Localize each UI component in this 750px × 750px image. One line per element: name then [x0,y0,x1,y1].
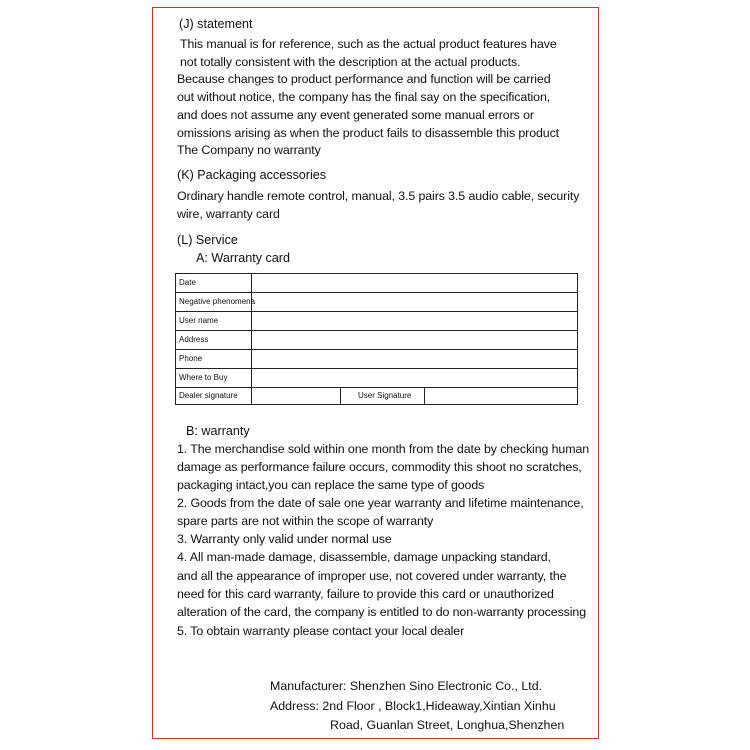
table-row-negative-phenomena [176,293,577,312]
table-row-date [176,274,577,293]
warranty-line: alteration of the card, the company is entitled to do non-warranty processing [177,605,586,619]
section-j-line: Because changes to product performance and function will be carried [177,72,551,86]
manufacturer-address: Address: 2nd Floor , Block1,Hideaway,Xintian Xinhu [270,699,556,713]
section-k-heading: (K) Packaging accessories [177,168,327,182]
table-row-phone [176,350,577,369]
warranty-line: damage as performance failure occurs, commodity this shoot no scratches, [177,460,582,474]
warranty-line: 1. The merchandise sold within one month from the date by checking human [177,442,590,456]
warranty-line: 5. To obtain warranty please contact your local dealer [177,624,465,638]
section-j-line: not totally consistent with the description at the actual products. [180,55,521,69]
warranty-line: 2. Goods from the date of sale one year warranty and lifetime maintenance, [177,496,584,510]
section-k-line: Ordinary handle remote control, manual, 3.5 pairs 3.5 audio cable, security [177,189,580,203]
warranty-card-subheading: A: Warranty card [196,251,291,265]
warranty-line: spare parts are not within the scope of warranty [177,514,434,528]
warranty-card-table [175,273,578,405]
table-row-where-to-buy [176,369,577,388]
table-divider [340,388,341,404]
section-k-line: wire, warranty card [177,207,280,221]
row-label: Negative phenomena [179,297,256,306]
warranty-line: need for this card warranty, failure to provide this card or unauthorized [177,587,554,601]
warranty-line: packaging intact,you can replace the same type of goods [177,478,485,492]
table-row-user-name [176,312,577,331]
section-j-line: omissions arising as when the product fails to disassemble this product [177,126,560,140]
warranty-line: 4. All man-made damage, disassemble, damage unpacking standard, [177,550,551,564]
section-j-line: out without notice, the company has the final say on the specification, [177,90,551,104]
section-j-line: This manual is for reference, such as the actual product features have [180,37,557,51]
warranty-heading: B: warranty [186,424,250,438]
section-l-heading: (L) Service [177,233,238,247]
row-label: Date [179,278,196,287]
warranty-line: and all the appearance of improper use, not covered under warranty, the [177,569,567,583]
row-label: Address [179,335,209,344]
row-label: Where to Buy [179,373,228,382]
section-j-heading: (J) statement [179,17,253,31]
row-label: User name [179,316,219,325]
user-signature-label: User Signature [358,391,412,400]
section-j-line: and does not assume any event generated some manual errors or [177,108,534,122]
row-label: Phone [179,354,203,363]
row-label: Dealer signature [179,391,238,400]
manufacturer-name: Manufacturer: Shenzhen Sino Electronic Co., Ltd. [270,679,543,693]
table-divider [424,388,425,404]
table-row-address [176,331,577,350]
table-row-dealer-signature [176,388,577,404]
warranty-line: 3. Warranty only valid under normal use [177,532,392,546]
manufacturer-address-cont: Road, Guanlan Street, Longhua,Shenzhen [330,718,565,732]
section-j-line: The Company no warranty [177,143,321,157]
